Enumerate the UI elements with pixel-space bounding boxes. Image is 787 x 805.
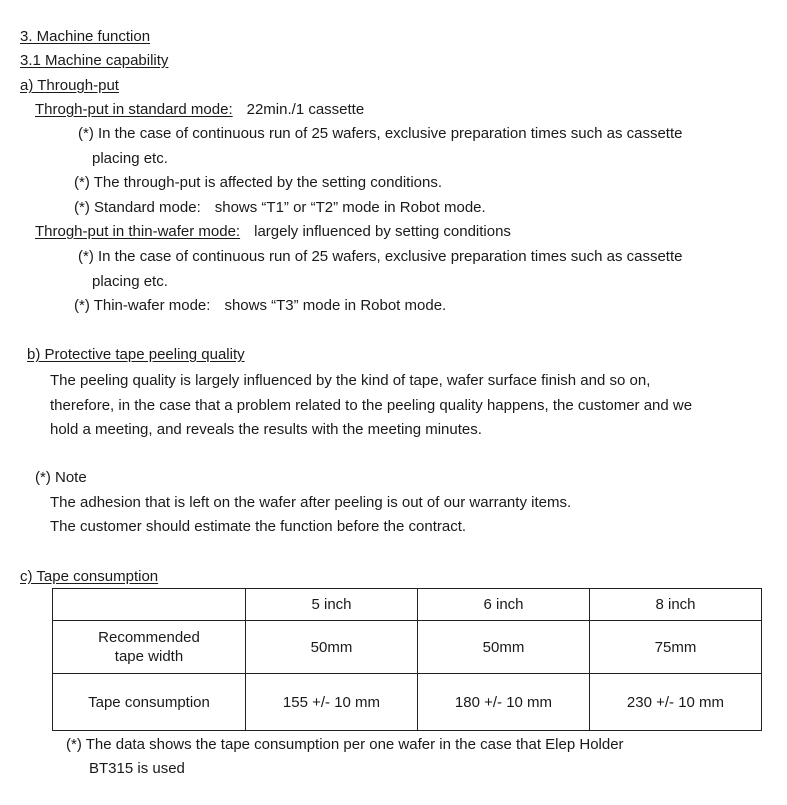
- table-cell: 180 +/- 10 mm: [418, 674, 590, 731]
- thin-note2: [74, 297, 446, 315]
- peeling-line1: The peeling quality is largely influenced by the kind of tape, wafer surface finish and so on,: [50, 372, 651, 389]
- row-label-line: tape width: [114, 648, 184, 665]
- peeling-heading: b) Protective tape peeling quality: [27, 346, 245, 363]
- standard-note3-text: shows “T1” or “T2” mode in Robot mode.: [214, 199, 486, 216]
- table-row-label: [53, 621, 246, 674]
- thin-note1-line1: (*) In the case of continuous run of 25 wafers, exclusive preparation times such as cassette: [78, 248, 683, 265]
- peeling-line2: therefore, in the case that a problem related to the peeling quality happens, the customer and we: [50, 397, 693, 414]
- section-title: 3. Machine function: [20, 28, 151, 45]
- table-cell: 75mm: [590, 621, 762, 674]
- peeling-line3: hold a meeting, and reveals the results with the meeting minutes.: [50, 421, 482, 438]
- standard-mode-label: Throgh-put in standard mode:: [35, 101, 233, 118]
- note-heading: (*) Note: [35, 469, 87, 486]
- standard-mode-line: [35, 101, 364, 119]
- standard-note1-line2: placing etc.: [92, 150, 168, 167]
- thin-note2-text: shows “T3” mode in Robot mode.: [224, 297, 447, 314]
- table-row: [53, 674, 762, 731]
- tape-footnote-line1: (*) The data shows the tape consumption per one wafer in the case that Elep Holder: [66, 736, 624, 753]
- tape-consumption-table: [52, 588, 762, 731]
- thin-mode-line: [35, 223, 511, 241]
- table-header-cell: 8 inch: [590, 589, 762, 621]
- thin-note1-line2: placing etc.: [92, 273, 168, 290]
- thin-note2-prefix: (*) Thin-wafer mode:: [74, 297, 211, 314]
- standard-mode-value: 22min./1 cassette: [246, 101, 365, 118]
- table-cell: 50mm: [246, 621, 418, 674]
- thin-mode-value: largely influenced by setting conditions: [254, 223, 511, 240]
- table-row: [53, 621, 762, 674]
- table-cell: 230 +/- 10 mm: [590, 674, 762, 731]
- standard-note1-line1: (*) In the case of continuous run of 25 wafers, exclusive preparation times such as cassette: [78, 125, 683, 142]
- throughput-heading: a) Through-put: [20, 77, 119, 94]
- standard-note2: (*) The through-put is affected by the setting conditions.: [74, 174, 442, 191]
- table-cell: 50mm: [418, 621, 590, 674]
- table-header-cell: 6 inch: [418, 589, 590, 621]
- table-header-cell: [53, 589, 246, 621]
- standard-note3: [74, 199, 486, 217]
- table-cell: 155 +/- 10 mm: [246, 674, 418, 731]
- note-line2: The customer should estimate the function before the contract.: [50, 518, 467, 535]
- table-header-cell: 5 inch: [246, 589, 418, 621]
- row-label-line: Recommended: [98, 629, 200, 646]
- tape-heading: c) Tape consumption: [20, 568, 159, 585]
- tape-footnote-line2: BT315 is used: [89, 760, 185, 777]
- note-line1: The adhesion that is left on the wafer after peeling is out of our warranty items.: [50, 494, 572, 511]
- subsection-title: 3.1 Machine capability: [20, 52, 169, 69]
- standard-note3-prefix: (*) Standard mode:: [74, 199, 201, 216]
- table-row-label: Tape consumption: [53, 674, 246, 731]
- table-header-row: [53, 589, 762, 621]
- thin-mode-label: Throgh-put in thin-wafer mode:: [35, 223, 241, 240]
